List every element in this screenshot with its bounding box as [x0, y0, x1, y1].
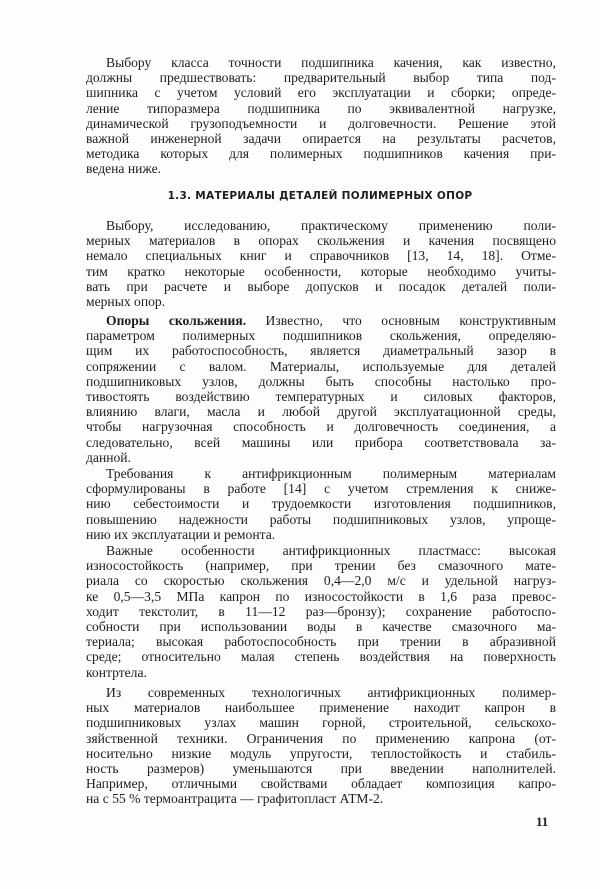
text-line: риала со скоростью скольжения 0,4—2,0 м/с и удельной нагруз- [86, 573, 556, 589]
text-line: динамической грузоподъемности и долговечности. Решение этой [86, 115, 556, 131]
text-line: данной. [86, 449, 131, 465]
text-line: носительно низкие модуль упругости, теплостойкость и стабиль- [86, 745, 556, 761]
text-line: мерных материалов в опорах скольжения и качения посвящено [86, 233, 556, 249]
paragraph [86, 313, 556, 465]
text-line: следовательно, всей машины или прибора соответствовала за- [86, 434, 556, 450]
text-line: ке 0,5—3,5 МПа капрон по износостойкости в 1,6 раза превос- [86, 588, 556, 604]
text-line: ных материалов наибольшее применение находит капрон в [86, 700, 556, 716]
text-line: нию их эксплуатации и ремонта. [86, 526, 276, 542]
text-line: Выбору класса точности подшипника качения, как известно, [106, 55, 556, 70]
text-line: собности при использовании воды в качестве смазочного ма- [86, 618, 556, 634]
paragraph [86, 685, 556, 807]
text-line: ление типоразмера подшипника по эквивалентной нагрузке, [86, 100, 556, 116]
text-line: Из современных технологичных антифрикционных полимер- [106, 685, 556, 700]
text-line: тим кратко некоторые особенности, которые необходимо учиты- [86, 263, 556, 279]
text-line: чтобы нагрузочная способность и долговечность соединения, а [86, 419, 556, 435]
text-line: ведена ниже. [86, 161, 162, 177]
text-line: щим их работоспособность, является диаметральный зазор в [86, 343, 556, 359]
text-line: контртела. [86, 664, 147, 680]
text-line: вать при расчете и выборе допусков и посадок деталей поли- [86, 278, 556, 294]
section-heading: 1.3. МАТЕРИАЛЫ ДЕТАЛЕЙ ПОЛИМЕРНЫХ ОПОР [167, 190, 473, 202]
paragraph [86, 218, 556, 309]
text-line: тивостоять воздействию температурных и силовых факторов, [86, 388, 556, 404]
text-line: повышению надежности работы подшипниковых узлов, упроще- [86, 511, 556, 527]
text-line: Например, отличными свойствами обладает композиция капро- [86, 776, 556, 792]
paragraph [86, 55, 556, 177]
text-line: териала; высокая работоспособность при трении в абразивной [86, 634, 556, 650]
paragraph [86, 543, 556, 680]
text-line: важной инженерной задачи опирается на результаты расчетов, [86, 130, 556, 146]
text-line: ность размеров) уменьшаются при введении наполнителей. [86, 760, 556, 776]
page-number: 11 [536, 814, 549, 829]
text-line: зяйственной техники. Ограничения по применению капрона (от- [86, 730, 556, 746]
text-line: подшипниковых узлах машин горной, строительной, сельскохо- [86, 715, 556, 731]
text-run: Известно, что основным конструктивным [246, 313, 556, 328]
text-line: нию себестоимости и трудоемкости изготовления подшипников, [86, 496, 556, 512]
text-line: Выбору, исследованию, практическому применению поли- [106, 218, 556, 233]
text-line: Требования к антифрикционным полимерным материалам [106, 466, 556, 481]
text-line: должны предшествовать: предварительный выбор типа под- [86, 70, 556, 86]
text-line: сформулированы в работе [14] с учетом стремления к сниже- [86, 481, 556, 497]
text-line: износостойкость (например, при трении без смазочного мате- [86, 558, 556, 574]
paragraph [86, 466, 556, 542]
text-line: мерных опор. [86, 293, 166, 309]
text-line: Важные особенности антифрикционных пластмасс: высокая [106, 543, 556, 558]
text-line: на с 55 % термоантрацита — графитопласт АТМ-2. [86, 791, 384, 807]
text-line: подшипниковых узлов, должны быть способны настолько про- [86, 373, 556, 389]
text-line [86, 313, 556, 328]
text-line: влиянию влаги, масла и любой другой эксплуатационной среды, [86, 404, 556, 420]
text-line: среде; относительно малая степень воздействия на поверхность [86, 649, 556, 665]
text-line: сопряжении с валом. Материалы, используемые для деталей [86, 358, 556, 374]
text-line: немало специальных книг и справочников [13, 14, 18]. Отме- [86, 248, 556, 264]
text-line: параметром полимерных подшипников скольжения, определяю- [86, 328, 556, 344]
text-line: ходит текстолит, в 11—12 раз—бронзу); сохранение работоспо- [86, 603, 556, 619]
text-line: шипника с учетом условий его эксплуатации и сборки; опреде- [86, 85, 556, 101]
text-line: методика которых для полимерных подшипников качения при- [86, 146, 556, 162]
run-in-heading: Опоры скольжения. [106, 313, 247, 328]
